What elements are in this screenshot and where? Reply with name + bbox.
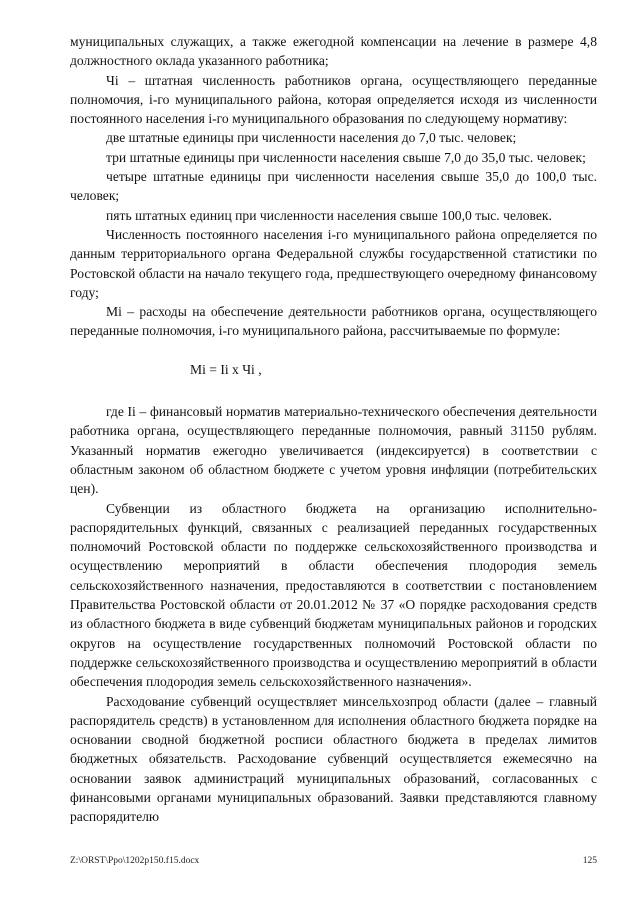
paragraph-financial-norm: где Ii – финансовый норматив материально-технического обеспечения деятельности работника органа, осуществляющего переданные полномочия, равный 31150 рублям. Указанный норматив ежегодно увеличивается (индексируется) в соответствии с областным законом об областном бюджете с учетом уровня инфляции (потребительских цен). [70, 404, 597, 497]
page-number: 125 [582, 856, 597, 866]
expense-formula: Мi = Ii х Чi , [190, 361, 262, 377]
paragraph-norm-five-units: пять штатных единиц при численности населения свыше 100,0 тыс. человек. [106, 207, 552, 223]
paragraph-subventions-spending: Расходование субвенций осуществляет минсельхозпрод области (далее – главный распорядитель средств) в установленном для исполнения областного бюджета порядке на основании сводной бюджетной росписи областного бюджета в пределах лимитов бюджетных обязательств. Расходование субвенций осуществляется ежемесячно на основании заявок администраций муниципальных образований, согласованных с финансовыми органами муниципальных образований. Заявки представляются главному распорядителю [70, 693, 597, 825]
paragraph-staff-count-definition: Чi – штатная численность работников органа, осуществляющего переданные полномочия, i-го муниципального района, которая определяется исходя из численности постоянного населения i-го муниципального образования по следующему нормативу: [70, 72, 597, 127]
paragraph-expenses-definition: Мi – расходы на обеспечение деятельности работников органа, осуществляющего переданные полномочия, i-го муниципального района, рассчитываемые по формуле: [70, 304, 597, 339]
paragraph-population-source: Численность постоянного населения i-го муниципального района определяется по данным территориального органа Федеральной службы государственной статистики по Ростовской области на начало текущего года, предшествующего очередному финансовому году; [70, 226, 597, 300]
paragraph-norm-four-units: четыре штатные единицы при численности населения свыше 35,0 до 100,0 тыс. человек; [70, 169, 597, 204]
paragraph-norm-three-units: три штатные единицы при численности населения свыше 7,0 до 35,0 тыс. человек; [106, 149, 586, 165]
paragraph-subventions-regulation: Субвенции из областного бюджета на организацию исполнительно-распорядительных функций, связанных с реализацией переданных государственных полномочий Ростовской области по поддержке сельскохозяйственного производства и осуществлению мероприятий в области обеспечения плодородия земель сельскохозяйственного назначения, предоставляются в соответствии с постановлением Правительства Ростовской области от 20.01.2012 № 37 «О порядке расходования средств из областного бюджета в виде субвенций бюджетам муниципальных районов и городских округов на осуществление государственных полномочий Ростовской области по поддержке сельскохозяйственного производства и осуществлению мероприятий в области обеспечения плодородия земель сельскохозяйственного назначения». [70, 500, 597, 690]
footer-file-path: Z:\ORST\Ppo\1202p150.f15.docx [70, 856, 200, 866]
paragraph-staff-compensation: муниципальных служащих, а также ежегодной компенсации на лечение в размере 4,8 должностного оклада указанного работника; [70, 34, 597, 69]
document-page [70, 32, 597, 827]
paragraph-norm-two-units: две штатные единицы при численности населения до 7,0 тыс. человек; [106, 130, 517, 146]
